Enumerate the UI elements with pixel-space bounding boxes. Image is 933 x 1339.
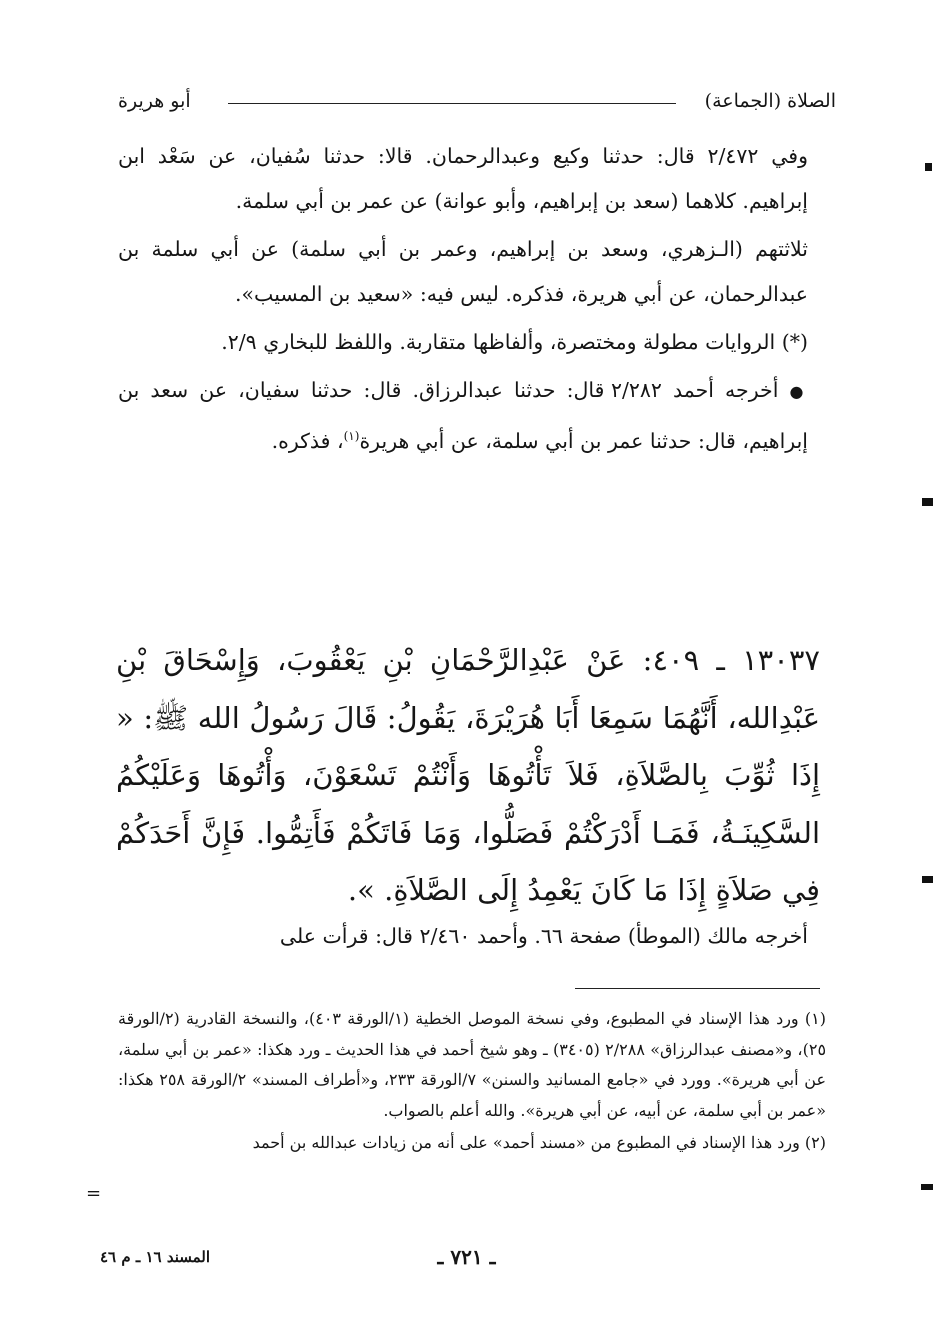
- chapter-title: الصلاة (الجماعة): [704, 90, 836, 112]
- volume-reference: المسند ١٦ ـ م ٤٦: [100, 1248, 211, 1266]
- paragraph: ثلاثتهم (الـزهري، وسعد بن إبراهيم، وعمر بن أبي سلمة) عن أبي سلمة بن عبدالرحمان، عن أبي هريرة، فذكره. ليس فيه: «سعيد بن المسيب».: [118, 237, 808, 306]
- takhrij-text: أخرجه أحمد ٢/٢٨٢ قال: حدثنا عبدالرزاق. قال: حدثنا سفيان، عن سعد بن إبراهيم، قال: حدثنا عمر بن أبي سلمة، عن أبي هريرة: [118, 378, 808, 453]
- footnote-ref[interactable]: (١): [343, 429, 360, 443]
- paragraph: (*) الروايات مطولة ومختصرة، وألفاظها متقاربة. واللفظ للبخاري ٢/٩.: [221, 330, 808, 354]
- page-number: ـ ٧٢١ ـ: [437, 1245, 496, 1269]
- footnote-2: (٢) ورد هذا الإسناد في المطبوع من «مسند أحمد» على أنه من زيادات عبدالله بن أحمد: [252, 1133, 826, 1152]
- hadith-text: ١٣٠٣٧ ـ ٤٠٩: عَنْ عَبْدِالرَّحْمَانِ بْنِ يَعْقُوبَ، وَإِسْحَاقَ بْنِ عَبْدِالله، أَنَّهُمَا سَمِعَا أَبَا هُرَيْرَةَ، يَقُولُ: قَالَ رَسُولُ الله ﷺ: « إِذَا ثُوِّبَ بِالصَّلاَةِ، فَلاَ تَأْتُوهَا وَأَنْتُمْ تَسْعَوْنَ، وَأْتُوهَا وَعَلَيْكُمُ السَّكِينَـةُ، فَمَـا أَدْرَكْتُمْ فَصَلُّوا، وَمَا فَاتَكُمْ فَأَتِمُّوا. فَإِنَّ أَحَدَكُمْ فِي صَلاَةٍ إِذَا مَا كَانَ يَعْمِدُ إِلَى الصَّلاَةِ. ».: [116, 643, 820, 907]
- margin-mark: [925, 163, 932, 171]
- bullet-icon: ●: [789, 382, 808, 401]
- footnote-separator: [575, 988, 820, 989]
- continuation-mark: =: [86, 1183, 102, 1204]
- takhrij-end: ، فذكره.: [271, 428, 344, 453]
- takhrij-paragraph: أخرجه مالك (الموطأ) صفحة ٦٦. وأحمد ٢/٤٦٠ قال: قرأت على: [279, 924, 808, 948]
- paragraph: وفي ٢/٤٧٢ قال: حدثنا وكيع وعبدالرحمان. قالا: حدثنا سُفيان، عن سَعْد ابن إبراهيم. كلاهما (سعد بن إبراهيم، وأبو عوانة) عن عمر بن أبي سلمة.: [118, 144, 808, 213]
- running-header: [118, 90, 836, 120]
- previous-entry: [118, 134, 808, 464]
- footnotes: [118, 1004, 826, 1159]
- footnote-1: (١) ورد هذا الإسناد في المطبوع، وفي نسخة الموصل الخطية (١/الورقة ٤٠٣)، والنسخة القادرية (٢/الورقة ٢٥)، و«مصنف عبدالرزاق» ٢/٢٨٨ (٣٤٠٥) ـ وهو شيخ أحمد في هذا الحديث ـ ورد هكذا: «عمر بن أبي سلمة، عن أبي هريرة». وورد في «جامع المسانيد والسنن» ٧/الورقة ٢٣٣، و«أطراف المسند» ٢/الورقة ٢٥٨ هكذا: «عمر بن أبي سلمة، عن أبيه، عن أبي هريرة». والله أعلم بالصواب.: [118, 1009, 827, 1120]
- header-rule: [228, 103, 676, 104]
- hadith-entry: [116, 632, 820, 920]
- margin-mark: [922, 876, 933, 883]
- margin-mark: [922, 498, 933, 506]
- margin-mark: [921, 1184, 933, 1190]
- after-hadith: [118, 914, 808, 959]
- takhrij-paragraph: [118, 368, 808, 464]
- narrator-name: أبو هريرة: [118, 90, 191, 112]
